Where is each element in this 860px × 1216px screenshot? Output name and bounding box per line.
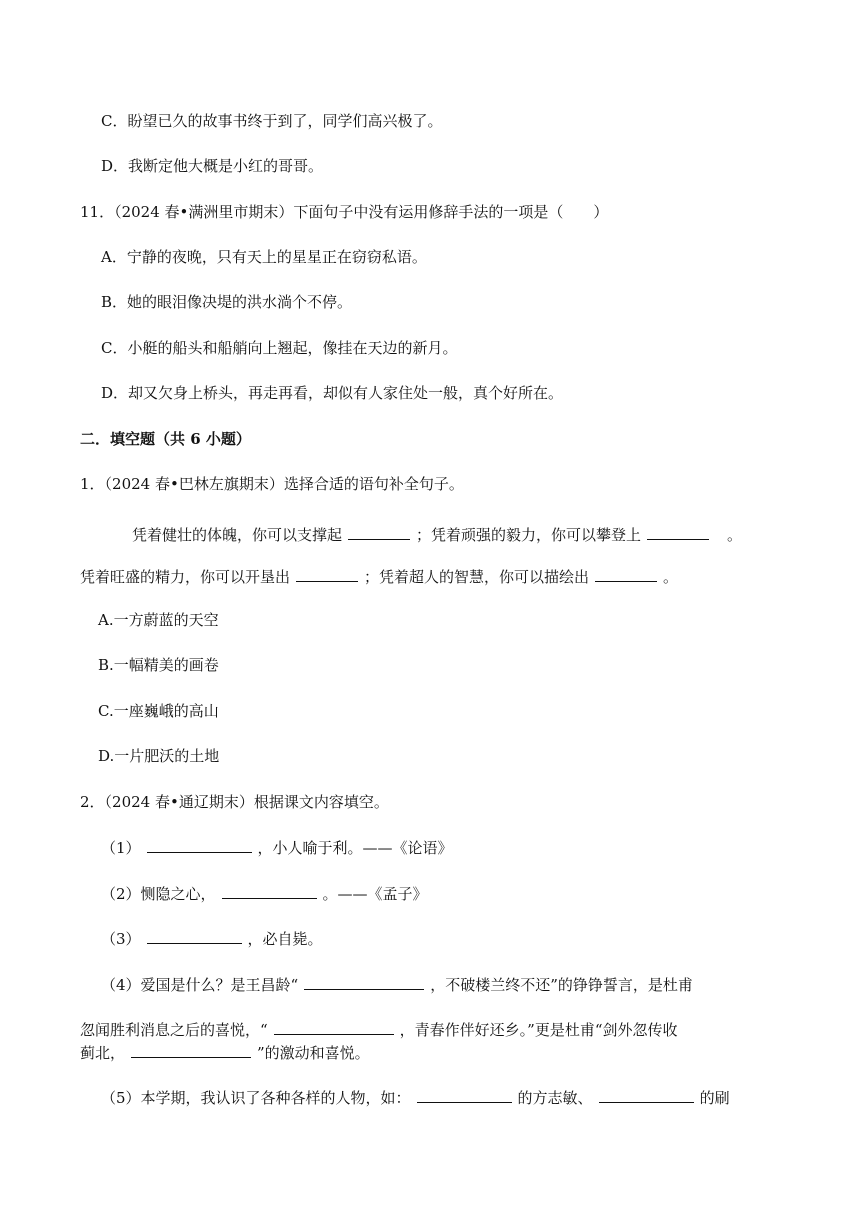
- fq2-sub2: [101, 882, 860, 905]
- fq2-text: ，必自毙。: [247, 930, 323, 948]
- fq2-sub4-line1: [101, 973, 860, 996]
- fq1-text: ；凭着超人的智慧，你可以描绘出: [364, 568, 590, 586]
- q11-stem: 11．（2024 春•满洲里市期末）下面句子中没有运用修辞手法的一项是（ ）: [80, 203, 609, 221]
- fq2-sub5: [101, 1086, 860, 1109]
- q10-option-d: D．我断定他大概是小红的哥哥。: [101, 157, 324, 175]
- fq1-paragraph-line2: [80, 565, 860, 588]
- fq1-option-a: A.一方蔚蓝的天空: [98, 611, 219, 629]
- answer-blank[interactable]: [417, 1086, 512, 1103]
- fq2-text: ，小人喻于利。——《论语》: [257, 839, 453, 857]
- answer-blank[interactable]: [599, 1086, 694, 1103]
- fq1-stem: 1．（2024 春•巴林左旗期末）选择合适的语句补全句子。: [80, 475, 464, 493]
- q11-option-a: A．宁静的夜晚，只有天上的星星正在窃窃私语。: [101, 248, 427, 266]
- fq2-text: 蓟北，: [80, 1044, 126, 1062]
- fq1-option-d: D.一片肥沃的土地: [98, 747, 220, 765]
- fq1-text: 凭着健壮的体魄，你可以支撑起: [132, 526, 343, 544]
- answer-blank[interactable]: [274, 1018, 394, 1035]
- answer-blank[interactable]: [348, 523, 410, 540]
- fq1-option-c: C.一座巍峨的高山: [98, 702, 219, 720]
- fq2-text: ”的激动和喜悦。: [257, 1044, 370, 1062]
- fq2-text: 的刷: [699, 1089, 730, 1107]
- q11-option-d: D．却又欠身上桥头，再走再看，却似有人家住处一般，真个好所在。: [101, 384, 564, 402]
- answer-blank[interactable]: [304, 973, 424, 990]
- section-heading: 二．填空题（共 6 小题）: [80, 430, 251, 448]
- answer-blank[interactable]: [147, 836, 252, 853]
- fq2-text: （5）本学期，我认识了各种各样的人物，如：: [101, 1089, 411, 1107]
- answer-blank[interactable]: [647, 523, 709, 540]
- fq2-text: 。——《孟子》: [322, 885, 428, 903]
- fq2-sub4-line3: [80, 1041, 860, 1064]
- fq2-sub1: [101, 836, 860, 859]
- answer-blank[interactable]: [147, 927, 242, 944]
- fq1-text: 。: [663, 568, 679, 586]
- q10-option-c: C．盼望已久的故事书终于到了，同学们高兴极了。: [101, 112, 443, 130]
- q11-option-b: B．她的眼泪像决堤的洪水淌个不停。: [101, 293, 353, 311]
- fq2-text: （2）恻隐之心，: [101, 885, 216, 903]
- fq2-text: （1）: [101, 839, 141, 857]
- fq2-sub4-line2: [80, 1018, 860, 1041]
- answer-blank[interactable]: [595, 565, 657, 582]
- q11-option-c: C．小艇的船头和船艄向上翘起，像挂在天边的新月。: [101, 339, 458, 357]
- fq2-text: ，青春作伴好还乡。”更是杜甫“剑外忽传收: [399, 1021, 678, 1039]
- fq2-text: ，不破楼兰终不还”的铮铮誓言，是杜甫: [430, 976, 693, 994]
- fq2-text: （4）爱国是什么？是王昌龄“: [101, 976, 299, 994]
- answer-blank[interactable]: [296, 565, 358, 582]
- fq2-sub3: [101, 927, 860, 950]
- fq1-paragraph-line1: [132, 523, 780, 546]
- fq1-text: 。: [727, 526, 743, 544]
- fq1-text: ；凭着顽强的毅力，你可以攀登上: [416, 526, 642, 544]
- fq2-text: （3）: [101, 930, 141, 948]
- fq2-text: 的方志敏、: [517, 1089, 593, 1107]
- fq2-text: 忽闻胜利消息之后的喜悦，“: [80, 1021, 268, 1039]
- fq2-stem: 2．（2024 春•通辽期末）根据课文内容填空。: [80, 793, 389, 811]
- fq1-option-b: B.一幅精美的画卷: [98, 656, 219, 674]
- fq1-text: 凭着旺盛的精力，你可以开垦出: [80, 568, 291, 586]
- answer-blank[interactable]: [131, 1041, 251, 1058]
- answer-blank[interactable]: [222, 882, 317, 899]
